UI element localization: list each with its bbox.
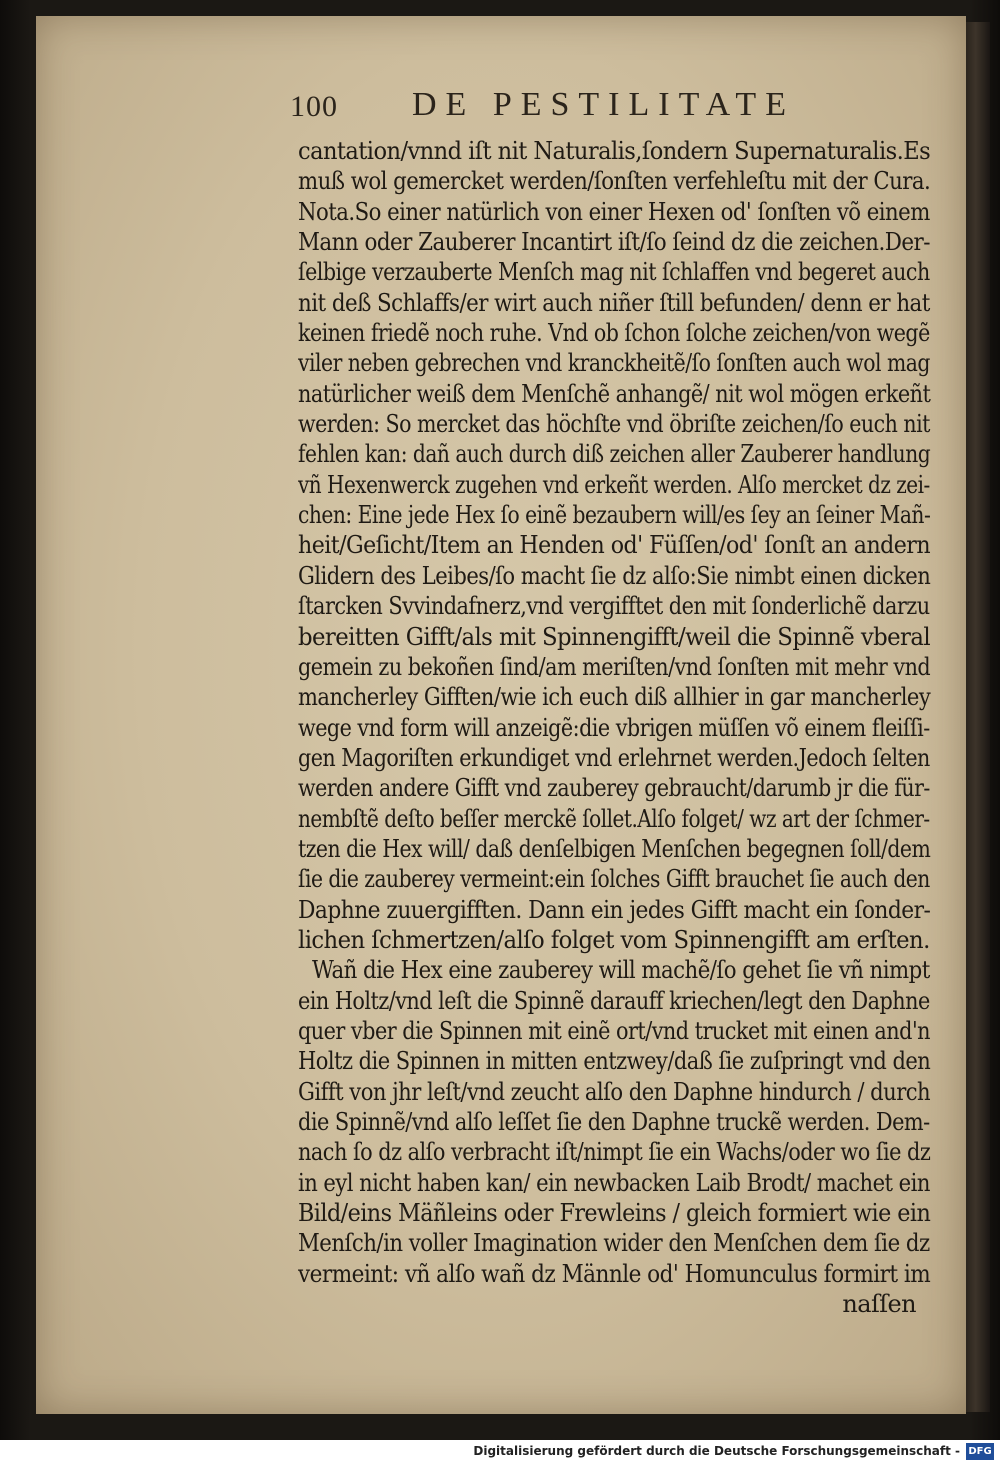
text-line: Daphne zuuergifften. Dann ein jedes Gifft macht ein ſonder-: [298, 895, 931, 924]
text-line: Menſch/in voller Imagination wider den Menſchen dem ſie dz: [298, 1229, 930, 1258]
text-line: werden andere Gifft vnd zauberey gebraucht/darumb jr die für-: [298, 774, 930, 803]
text-line: vñ Hexenwerck zugehen vnd erkeñt werden. Alſo mercket dz zei-: [298, 470, 930, 499]
text-line: die Spinnẽ/vnd alſo leſſet ſie den Daphne truckẽ werden. Dem-: [298, 1108, 930, 1136]
text-line: bereitten Gifft/als mit Spinnengifft/weil die Spinnẽ vberal: [298, 622, 931, 651]
text-line: Bild/eins Mäñleins oder Frewleins / gleich formiert wie ein: [298, 1199, 931, 1228]
text-line: Holtz die Spinnen in mitten entzwey/daß ſie zuſpringt vnd den: [298, 1047, 931, 1076]
text-line: Glidern des Leibes/ſo macht ſie dz alſo:Sie nimbt einen dicken: [298, 561, 931, 590]
page-number: 100: [290, 90, 338, 123]
text-line: Nota.So einer natürlich von einer Hexen od' ſonſten võ einem: [298, 197, 930, 226]
text-line: in eyl nicht haben kan/ ein newbacken Laib Brodt/ machet ein: [298, 1168, 930, 1197]
running-title: DE PESTILITATE: [412, 86, 795, 123]
text-line: mancherley Gifften/wie ich euch diß allhier in gar mancherley: [298, 683, 931, 712]
text-line: cantation/vnnd iſt nit Naturalis,ſondern Supernaturalis.Es: [298, 137, 931, 165]
text-line: ſelbige verzauberte Menſch mag nit ſchlaffen vnd begeret auch: [298, 258, 930, 287]
text-line: muß wol gemercket werden/ſonſten verfehleſtu mit der Cura.: [298, 167, 931, 196]
text-line: ſtarcken Svvindafnerz,vnd vergifftet den mit ſonderlichẽ darzu: [298, 592, 930, 621]
text-line: ein Holtz/vnd leſt die Spinnẽ darauff kriechen/legt den Daphne: [298, 986, 930, 1015]
footer-bar: [0, 1440, 1000, 1465]
text-line: quer vber die Spinnen mit einẽ ort/vnd trucket mit einen and'n: [298, 1016, 931, 1045]
text-line: Gifft von jhr leſt/vnd zeucht alſo den Daphne hindurch / durch: [298, 1077, 931, 1106]
text-line: ſie die zauberey vermeint:ein ſolches Gifft brauchet ſie auch den: [298, 865, 930, 894]
text-line: wege vnd form will anzeigẽ:die vbrigen müſſen võ einem fleiſſi-: [298, 713, 930, 742]
text-line: vermeint: vñ alſo wañ dz Männle od' Homunculus formirt im: [298, 1259, 931, 1288]
text-line: lichen ſchmertzen/alſo folget vom Spinnengifft am erſten.: [298, 925, 930, 954]
text-line: Mann oder Zauberer Incantirt iſt/ſo ſeind dz die zeichen.Der-: [298, 228, 930, 257]
text-line: nit deß Schlaffs/er wirt auch niñer ſtill befunden/ denn er hat: [298, 288, 930, 317]
text-line: natürlicher weiß dem Menſchẽ anhangẽ/ nit wol mögen erkeñt: [298, 379, 931, 408]
text-line: chen: Eine jede Hex ſo einẽ bezaubern will/es ſey an ſeiner Mañ-: [298, 501, 931, 530]
text-line: fehlen kan: dañ auch durch diß zeichen aller Zauberer handlung: [298, 440, 931, 469]
text-line: tzen die Hex will/ daß denſelbigen Menſchen begegnen ſoll/dem: [298, 834, 931, 863]
text-line: gen Magoriſten erkundiget vnd erlehrnet werden.Jedoch ſelten: [298, 743, 930, 772]
text-line: heit/Geſicht/Item an Henden od' Füſſen/od' ſonſt an andern: [298, 531, 931, 560]
dfg-logo-icon: DFG: [966, 1443, 994, 1460]
text-line: nach ſo dz alſo verbracht iſt/nimpt ſie ein Wachs/oder wo ſie dz: [298, 1138, 931, 1167]
paragraph-start-line: Wañ die Hex eine zauberey will machẽ/ſo gehet ſie vñ nimpt: [312, 956, 930, 985]
page-edge: [966, 22, 990, 1412]
catchword: naſſen: [842, 1290, 916, 1319]
text-line: gemein zu bekoñen ſind/am meriſten/vnd ſonſten mit mehr vnd: [298, 652, 931, 681]
text-line: keinen friedẽ noch ruhe. Vnd ob ſchon ſolche zeichen/von wegẽ: [298, 319, 930, 348]
text-line: nembſtẽ deſto beſſer merckẽ ſollet.Alſo folget/ wz art der ſchmer-: [298, 804, 930, 833]
text-line: werden: So mercket das höchſte vnd öbriſte zeichen/ſo euch nit: [298, 410, 930, 439]
text-line: viler neben gebrechen vnd kranckheitẽ/ſo ſonſten auch wol mag: [298, 349, 930, 378]
page-header: [290, 86, 850, 134]
funding-credit: Digitalisierung gefördert durch die Deutsche Forschungsgemeinschaft -: [473, 1444, 960, 1458]
body-text: [298, 136, 938, 1319]
